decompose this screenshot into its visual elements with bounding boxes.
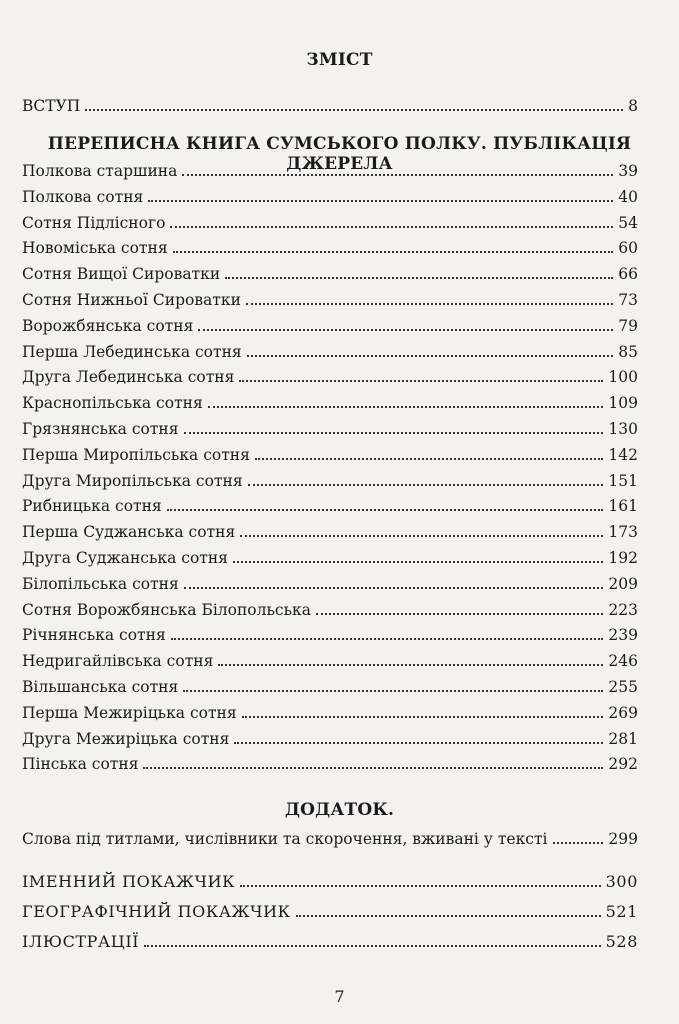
dot-leader: [239, 380, 603, 382]
page-number: 7: [334, 987, 345, 1006]
toc-entry: [22, 389, 638, 413]
entry-page: 300: [605, 872, 638, 891]
toc-entry-intro: [22, 92, 638, 116]
dot-leader: [184, 432, 604, 434]
dot-leader: [255, 458, 604, 460]
entry-title: Недригайлівська сотня: [22, 652, 214, 671]
dot-leader: [242, 716, 604, 718]
toc-entry: [22, 312, 638, 336]
dot-leader: [553, 842, 604, 844]
dot-leader: [183, 690, 603, 692]
entry-page: 255: [608, 678, 638, 696]
toc-entry: [22, 260, 638, 284]
entry-title: Сотня Нижньої Сироватки: [22, 291, 241, 309]
entry-title: ВСТУП: [22, 97, 81, 115]
entry-page: 66: [618, 265, 638, 284]
toc-entry-illustrations: [22, 928, 638, 952]
entry-page: 161: [608, 497, 638, 516]
entry-title: ІЛЮСТРАЦІЇ: [22, 932, 140, 951]
entry-title: Полкова старшина: [22, 162, 178, 180]
dot-leader: [173, 251, 614, 253]
toc-entry: [22, 157, 638, 181]
entry-title: Слова під титлами, числівники та скорочення, вживані у тексті: [22, 830, 548, 848]
entry-title: Грязнянська сотня: [22, 420, 179, 438]
entry-page: 192: [608, 549, 638, 567]
entry-page: 281: [608, 729, 638, 748]
dot-leader: [170, 226, 613, 228]
entry-page: 246: [608, 652, 638, 671]
entry-page: 269: [608, 703, 638, 722]
dot-leader: [225, 277, 613, 279]
dot-leader: [85, 109, 623, 111]
dot-leader: [316, 613, 603, 615]
entry-title: Новоміська сотня: [22, 239, 168, 258]
dot-leader: [182, 174, 613, 176]
entry-page: 292: [608, 755, 638, 774]
contents-title: ЗМІСТ: [306, 50, 373, 70]
toc-entry-name-index: [22, 868, 638, 892]
dot-leader: [233, 561, 603, 563]
dot-leader: [171, 638, 604, 640]
entry-title: Перша Суджанська сотня: [22, 523, 236, 542]
entry-page: 85: [618, 342, 638, 361]
entry-page: 73: [618, 291, 638, 309]
appendix-heading: ДОДАТОК.: [284, 800, 395, 820]
entry-title: Друга Межиріцька сотня: [22, 729, 230, 748]
dot-leader: [143, 767, 603, 769]
dot-leader: [184, 587, 604, 589]
entry-title: Сотня Ворожбянська Білопольська: [22, 600, 311, 619]
toc-entry-appendix: [22, 825, 638, 849]
entry-page: 40: [618, 187, 638, 206]
toc-entry: [22, 673, 638, 697]
dot-leader: [246, 303, 613, 305]
entry-title: ІМЕННИЙ ПОКАЖЧИК: [22, 872, 236, 891]
toc-entry: [22, 492, 638, 516]
entry-page: 100: [608, 368, 638, 387]
entry-page: 209: [608, 574, 638, 593]
entry-title: Річнянська сотня: [22, 626, 166, 645]
toc-entry: [22, 286, 638, 310]
dot-leader: [234, 742, 603, 744]
dot-leader: [247, 355, 614, 357]
toc-entry: [22, 415, 638, 439]
entry-title: Сотня Підлісного: [22, 213, 166, 232]
dot-leader: [144, 945, 601, 947]
entry-page: 239: [608, 626, 638, 645]
toc-entry: [22, 750, 638, 774]
toc-entry-geo-index: [22, 898, 638, 922]
dot-leader: [240, 535, 603, 537]
entry-page: 39: [618, 162, 638, 180]
section-heading: ПЕРЕПИСНА КНИГА СУМСЬКОГО ПОЛКУ. ПУБЛІКАЦІЯ ДЖЕРЕЛА: [47, 134, 632, 174]
entry-title: Друга Суджанська сотня: [22, 549, 228, 567]
dot-leader: [198, 329, 613, 331]
entry-page: 54: [618, 213, 638, 232]
entry-page: 528: [605, 932, 638, 951]
entry-page: 79: [618, 316, 638, 335]
entry-page: 521: [605, 902, 638, 921]
entry-title: ГЕОГРАФІЧНИЙ ПОКАЖЧИК: [22, 902, 291, 921]
entry-title: Ворожбянська сотня: [22, 316, 194, 335]
entry-page: 299: [608, 830, 638, 848]
entry-page: 151: [608, 471, 638, 490]
entry-title: Перша Лебединська сотня: [22, 342, 242, 361]
dot-leader: [248, 484, 604, 486]
dot-leader: [240, 885, 601, 887]
toc-entry: [22, 570, 638, 594]
entry-title: Рибницька сотня: [22, 497, 162, 516]
dot-leader: [296, 915, 601, 917]
toc-entry: [22, 621, 638, 645]
entry-title: Полкова сотня: [22, 187, 144, 206]
dot-leader: [208, 406, 604, 408]
entry-page: 130: [608, 420, 638, 438]
dot-leader: [148, 200, 613, 202]
toc-entry: [22, 467, 638, 491]
entry-title: Друга Лебединська сотня: [22, 368, 235, 387]
toc-entry: [22, 544, 638, 568]
toc-entry: [22, 596, 638, 620]
toc-entry: [22, 725, 638, 749]
toc-entry: [22, 183, 638, 207]
entry-title: Білопільська сотня: [22, 574, 179, 593]
toc-entry: [22, 234, 638, 258]
toc-entry: [22, 518, 638, 542]
dot-leader: [167, 509, 604, 511]
dot-leader: [218, 664, 603, 666]
toc-entry: [22, 209, 638, 233]
toc-entry: [22, 441, 638, 465]
toc-entry: [22, 363, 638, 387]
entry-title: Друга Миропільська сотня: [22, 471, 243, 490]
entry-title: Вільшанська сотня: [22, 678, 179, 696]
entry-page: 60: [618, 239, 638, 258]
entry-page: 109: [608, 394, 638, 413]
toc-entry: [22, 647, 638, 671]
entry-page: 142: [608, 445, 638, 464]
toc-entry: [22, 338, 638, 362]
entry-page: 223: [608, 600, 638, 619]
entry-title: Краснопільська сотня: [22, 394, 203, 413]
entry-page: 173: [608, 523, 638, 542]
entry-title: Пінська сотня: [22, 755, 139, 774]
entry-title: Перша Миропільська сотня: [22, 445, 250, 464]
toc-entry: [22, 699, 638, 723]
entry-title: Сотня Вищої Сироватки: [22, 265, 221, 284]
entry-title: Перша Межиріцька сотня: [22, 703, 237, 722]
entry-page: 8: [628, 97, 638, 115]
